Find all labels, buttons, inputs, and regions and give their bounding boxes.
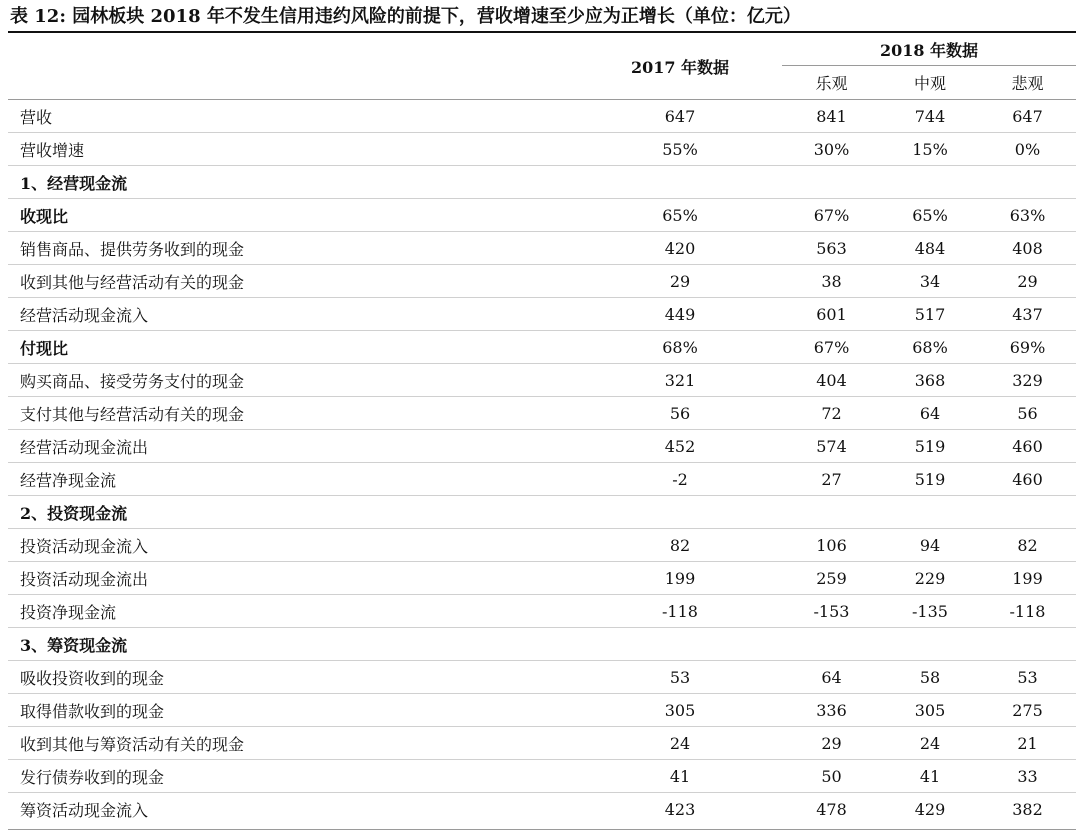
- cell-optimistic: [782, 166, 881, 199]
- cell-2017: 449: [578, 298, 782, 331]
- cell-2017: 305: [578, 694, 782, 727]
- table-row: [8, 529, 1076, 562]
- table-row: [8, 760, 1076, 793]
- cell-neutral: 519: [881, 463, 979, 496]
- cell-2017: 199: [578, 562, 782, 595]
- cell-optimistic: 38: [782, 265, 881, 298]
- cell-neutral: 517: [881, 298, 979, 331]
- row-label: 支付其他与经营活动有关的现金: [8, 397, 578, 430]
- cell-pessimistic: 0%: [979, 133, 1076, 166]
- cell-neutral: -135: [881, 595, 979, 628]
- table-row: [8, 430, 1076, 463]
- cell-pessimistic: 33: [979, 760, 1076, 793]
- cell-pessimistic: 460: [979, 463, 1076, 496]
- table-row: [8, 232, 1076, 265]
- cell-neutral: 305: [881, 694, 979, 727]
- cell-pessimistic: -118: [979, 595, 1076, 628]
- cell-2017: 647: [578, 100, 782, 133]
- cell-2017: 452: [578, 430, 782, 463]
- cell-2017: [578, 628, 782, 661]
- cell-pessimistic: 199: [979, 562, 1076, 595]
- cell-pessimistic: 53: [979, 661, 1076, 694]
- row-label: 经营活动现金流出: [8, 430, 578, 463]
- cell-pessimistic: 408: [979, 232, 1076, 265]
- cell-neutral: 744: [881, 100, 979, 133]
- row-label: 经营净现金流: [8, 463, 578, 496]
- cell-pessimistic: 56: [979, 397, 1076, 430]
- row-label: 经营活动现金流入: [8, 298, 578, 331]
- cell-2017: 29: [578, 265, 782, 298]
- section-label: 3、筹资现金流: [8, 628, 578, 661]
- row-label: 收现比: [8, 199, 578, 232]
- cell-optimistic: 29: [782, 727, 881, 760]
- cell-neutral: 429: [914, 799, 946, 819]
- cell-2017: 24: [578, 727, 782, 760]
- cell-pessimistic: 21: [979, 727, 1076, 760]
- cell-neutral: [881, 628, 979, 661]
- row-label: 收到其他与经营活动有关的现金: [8, 265, 578, 298]
- cell-2017: 321: [578, 364, 782, 397]
- cell-neutral: 15%: [881, 133, 979, 166]
- table-row: [8, 100, 1076, 133]
- cell-optimistic: [782, 628, 881, 661]
- cell-optimistic: 67%: [782, 199, 881, 232]
- cell-optimistic: 478: [816, 799, 847, 819]
- row-label: 购买商品、接受劳务支付的现金: [8, 364, 578, 397]
- table-row: [8, 298, 1076, 331]
- cell-pessimistic: 63%: [979, 199, 1076, 232]
- cell-2017: 65%: [578, 199, 782, 232]
- cell-neutral: 484: [881, 232, 979, 265]
- ratio-row: [8, 199, 1076, 232]
- cell-optimistic: 574: [782, 430, 881, 463]
- row-label: 营收增速: [8, 133, 578, 166]
- table-title: 表 12: 园林板块 2018 年不发生信用违约风险的前提下，营收增速至少应为正增长（单位：亿元）: [10, 6, 801, 27]
- cell-neutral: 64: [881, 397, 979, 430]
- cell-pessimistic: 329: [979, 364, 1076, 397]
- header-pessimistic: 悲观: [979, 66, 1076, 100]
- table-row: [8, 661, 1076, 694]
- cell-2017: 53: [578, 661, 782, 694]
- cell-2017: 423: [664, 799, 696, 819]
- cell-neutral: 519: [881, 430, 979, 463]
- row-label: 投资净现金流: [8, 595, 578, 628]
- cell-neutral: 41: [881, 760, 979, 793]
- cell-neutral: 368: [881, 364, 979, 397]
- cell-optimistic: 27: [782, 463, 881, 496]
- row-label: 吸收投资收到的现金: [8, 661, 578, 694]
- cashflow-table: [8, 33, 1076, 825]
- cell-neutral: 68%: [881, 331, 979, 364]
- cell-optimistic: 336: [782, 694, 881, 727]
- header-neutral: 中观: [881, 66, 979, 100]
- header-2017: 2017 年数据: [578, 33, 782, 100]
- row-label: 投资活动现金流出: [8, 562, 578, 595]
- cell-optimistic: 30%: [782, 133, 881, 166]
- cell-pessimistic: 29: [979, 265, 1076, 298]
- cell-pessimistic: 647: [979, 100, 1076, 133]
- table-row: [8, 133, 1076, 166]
- cell-pessimistic: [979, 166, 1076, 199]
- cell-neutral: 24: [881, 727, 979, 760]
- cell-pessimistic: 69%: [979, 331, 1076, 364]
- header-optimistic: 乐观: [782, 66, 881, 100]
- header-blank-cell: [8, 33, 578, 100]
- cell-neutral: 229: [881, 562, 979, 595]
- cell-optimistic: 67%: [782, 331, 881, 364]
- cell-optimistic: 404: [782, 364, 881, 397]
- cell-2017: 82: [578, 529, 782, 562]
- cell-2017: 420: [578, 232, 782, 265]
- section-row: [8, 496, 1076, 529]
- cell-pessimistic: 382: [1012, 799, 1043, 819]
- cell-2017: 41: [578, 760, 782, 793]
- cell-pessimistic: [979, 496, 1076, 529]
- cell-pessimistic: 460: [979, 430, 1076, 463]
- cell-pessimistic: [979, 628, 1076, 661]
- header-2018: 2018 年数据: [782, 33, 1076, 66]
- section-label: 1、经营现金流: [8, 166, 578, 199]
- row-label: 营收: [8, 100, 578, 133]
- table-row: [8, 265, 1076, 298]
- cell-optimistic: 259: [782, 562, 881, 595]
- cell-2017: 56: [578, 397, 782, 430]
- section-row: [8, 628, 1076, 661]
- table-row: [8, 727, 1076, 760]
- cell-optimistic: 64: [782, 661, 881, 694]
- cell-pessimistic: 82: [979, 529, 1076, 562]
- ratio-row: [8, 331, 1076, 364]
- cell-optimistic: 50: [782, 760, 881, 793]
- cell-2017: -2: [578, 463, 782, 496]
- cell-optimistic: 72: [782, 397, 881, 430]
- cell-2017: [578, 496, 782, 529]
- table-row: [8, 364, 1076, 397]
- cell-2017: 55%: [578, 133, 782, 166]
- cell-neutral: 58: [881, 661, 979, 694]
- cell-pessimistic: 275: [979, 694, 1076, 727]
- row-label: 付现比: [8, 331, 578, 364]
- cell-pessimistic: 437: [979, 298, 1076, 331]
- cell-optimistic: 841: [782, 100, 881, 133]
- table-row: [8, 694, 1076, 727]
- cell-optimistic: -153: [782, 595, 881, 628]
- cell-neutral: 34: [881, 265, 979, 298]
- cell-2017: 68%: [578, 331, 782, 364]
- cell-neutral: 94: [881, 529, 979, 562]
- table-row: [8, 595, 1076, 628]
- row-label: 投资活动现金流入: [8, 529, 578, 562]
- row-label: 筹资活动现金流入: [20, 800, 149, 820]
- table-row: [8, 463, 1076, 496]
- cell-neutral: 65%: [881, 199, 979, 232]
- section-row: [8, 166, 1076, 199]
- section-label: 2、投资现金流: [8, 496, 578, 529]
- row-label: 销售商品、提供劳务收到的现金: [8, 232, 578, 265]
- table-row: [8, 397, 1076, 430]
- bottom-rule: [8, 829, 1076, 830]
- cell-2017: -118: [578, 595, 782, 628]
- table-row: [8, 562, 1076, 595]
- cell-optimistic: 601: [782, 298, 881, 331]
- row-label: 取得借款收到的现金: [8, 694, 578, 727]
- cell-2017: [578, 166, 782, 199]
- cell-neutral: [881, 166, 979, 199]
- cell-neutral: [881, 496, 979, 529]
- table-row: [8, 793, 1076, 826]
- row-label: 发行债券收到的现金: [8, 760, 578, 793]
- row-label: 收到其他与筹资活动有关的现金: [8, 727, 578, 760]
- cell-optimistic: 563: [782, 232, 881, 265]
- cell-optimistic: 106: [782, 529, 881, 562]
- cell-optimistic: [782, 496, 881, 529]
